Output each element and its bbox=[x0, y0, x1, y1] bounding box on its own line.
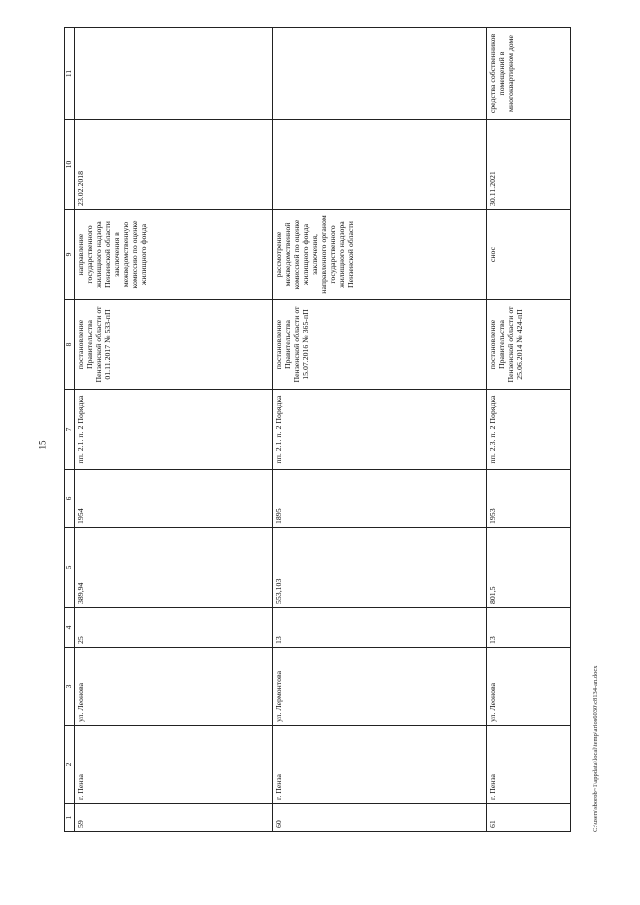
measure-cell: направление государственного жилищного надзора Пензенской области заключения в межведомственную комиссию по оценке жилищного фонда bbox=[75, 210, 273, 300]
column-header: 4 bbox=[65, 608, 75, 648]
decree-cell: постановление Правительства Пензенской области от 15.07.2016 № 365-пП bbox=[273, 300, 487, 390]
house-cell: 13 bbox=[273, 608, 487, 648]
date-cell: 23.02.2018 bbox=[75, 120, 273, 210]
house-cell: 13 bbox=[487, 608, 571, 648]
row-number: 60 bbox=[273, 804, 487, 832]
column-header: 9 bbox=[65, 210, 75, 300]
decree-cell: постановление Правительства Пензенской области от 01.11.2017 № 533-пП bbox=[75, 300, 273, 390]
column-header: 8 bbox=[65, 300, 75, 390]
measure-cell: рассмотрение межведомственной комиссией по оценке жилищного фонда заключения, направленного органом государственного жилищного надзора Пензенской области bbox=[273, 210, 487, 300]
column-header: 3 bbox=[65, 648, 75, 726]
table-row bbox=[75, 28, 273, 832]
column-number-row bbox=[65, 28, 75, 832]
row-number: 59 bbox=[75, 804, 273, 832]
column-header: 11 bbox=[65, 28, 75, 120]
year-cell: 1895 bbox=[273, 470, 487, 528]
clause-cell: пп. 2.1. п. 2 Порядка bbox=[75, 390, 273, 470]
source-cell bbox=[273, 28, 487, 120]
measure-cell: снос bbox=[487, 210, 571, 300]
city-cell: г. Пенза bbox=[273, 726, 487, 804]
decree-cell: постановление Правительства Пензенской области от 25.06.2014 № 424-пП bbox=[487, 300, 571, 390]
city-cell: г. Пенза bbox=[75, 726, 273, 804]
column-header: 5 bbox=[65, 528, 75, 608]
column-header: 2 bbox=[65, 726, 75, 804]
date-cell: 30.11.2021 bbox=[487, 120, 571, 210]
area-cell: 553,103 bbox=[273, 528, 487, 608]
area-cell: 389,94 bbox=[75, 528, 273, 608]
clause-cell: пп. 2.3. п. 2 Порядка bbox=[487, 390, 571, 470]
clause-cell: пп. 2.1. п. 2 Порядка bbox=[273, 390, 487, 470]
street-cell: ул. Леонова bbox=[75, 648, 273, 726]
source-cell: средства собственников помещений в многоквартирном доме bbox=[487, 28, 571, 120]
area-cell: 801,5 bbox=[487, 528, 571, 608]
table-row bbox=[273, 28, 487, 832]
column-header: 1 bbox=[65, 804, 75, 832]
table-row bbox=[487, 28, 571, 832]
street-cell: ул. Леонова bbox=[487, 648, 571, 726]
street-cell: ул. Лермонтова bbox=[273, 648, 487, 726]
city-cell: г. Пенза bbox=[487, 726, 571, 804]
row-number: 61 bbox=[487, 804, 571, 832]
column-header: 6 bbox=[65, 470, 75, 528]
date-cell bbox=[273, 120, 487, 210]
year-cell: 1953 bbox=[487, 470, 571, 528]
column-header: 10 bbox=[65, 120, 75, 210]
source-cell bbox=[75, 28, 273, 120]
registry-table-container bbox=[64, 28, 570, 832]
house-cell: 25 bbox=[75, 608, 273, 648]
file-path-text: C:\users\sborob~1\appdata\local\temp\arios6030\c8134-an.docx bbox=[592, 665, 599, 832]
page-number: 15 bbox=[37, 440, 48, 450]
column-header: 7 bbox=[65, 390, 75, 470]
year-cell: 1954 bbox=[75, 470, 273, 528]
registry-table bbox=[64, 27, 571, 832]
